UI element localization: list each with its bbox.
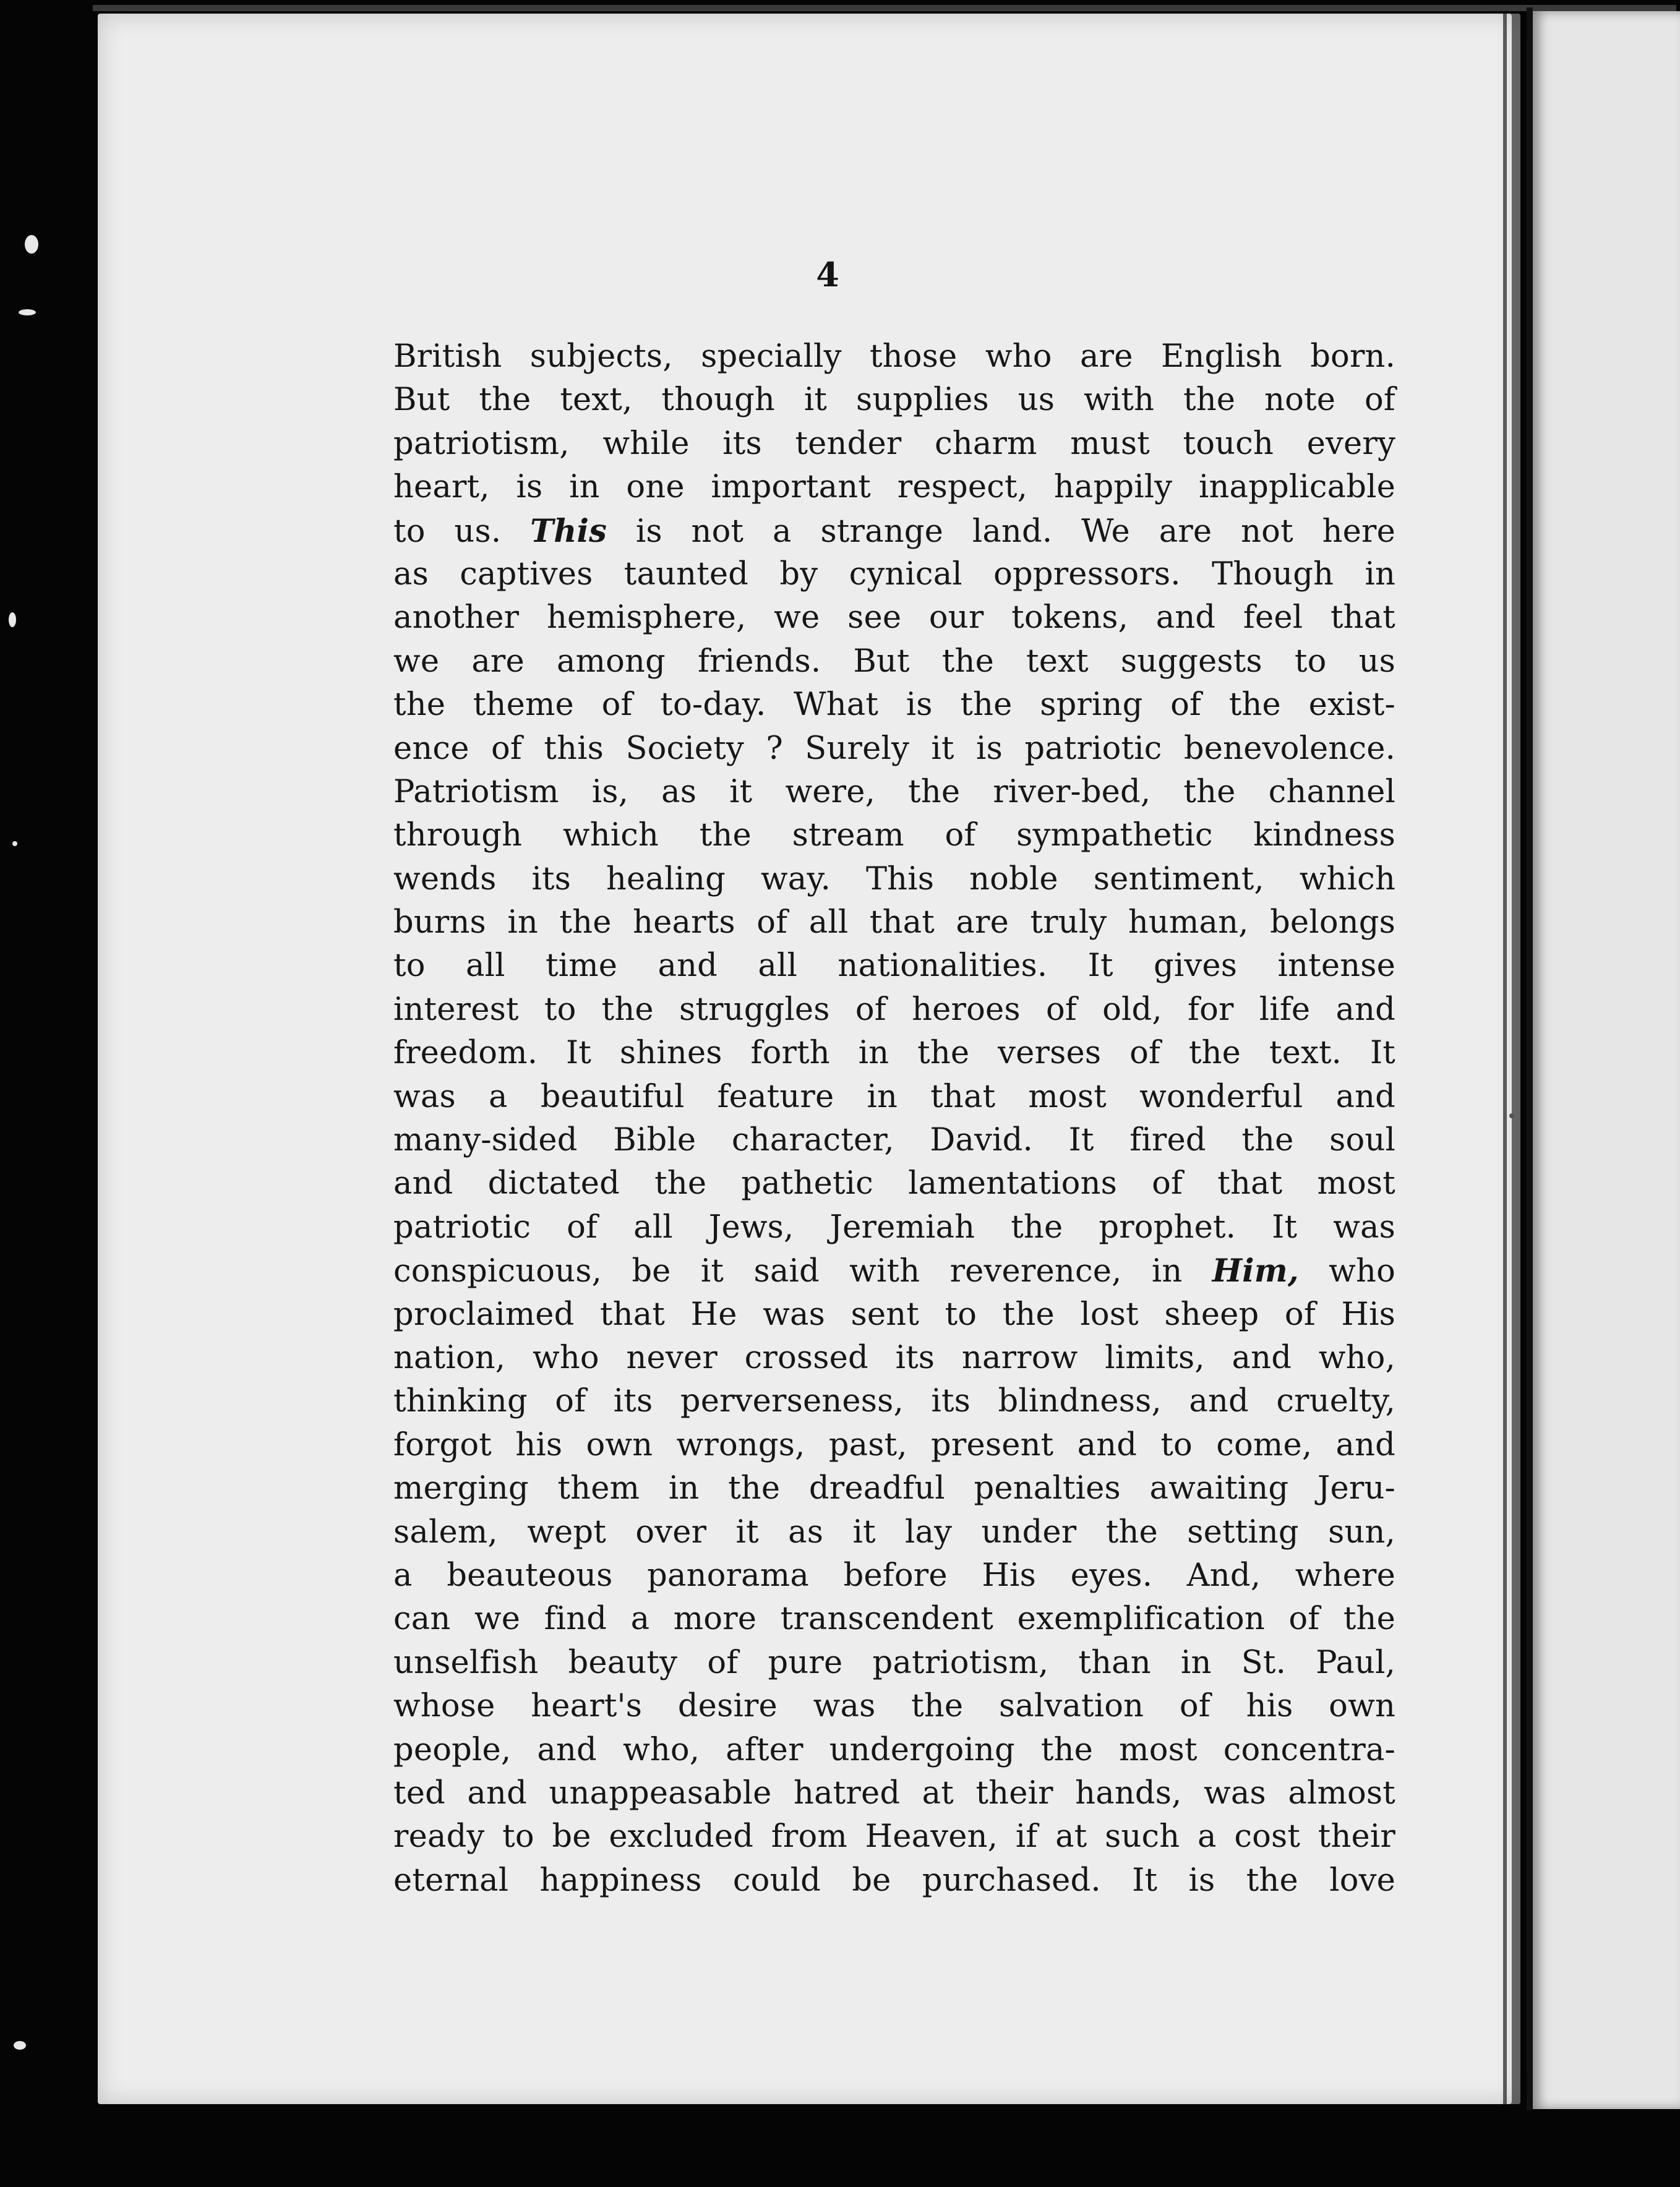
- text-line: ted and unappeasable hatred at their hands, was almost: [393, 1774, 1395, 1812]
- text-line: But the text, though it supplies us with the note of: [393, 382, 1395, 419]
- text-line: many-sided Bible character, David. It fired the soul: [393, 1122, 1395, 1159]
- text-line: merging them in the dreadful penalties awaiting Jeru-: [393, 1470, 1395, 1507]
- text-line: heart, is in one important respect, happily inapplicable: [393, 469, 1395, 506]
- scan-speck: [19, 309, 36, 315]
- emphasis: This: [530, 512, 607, 550]
- text-line: we are among friends. But the text suggests to us: [393, 643, 1395, 680]
- text-line: ready to be excluded from Heaven, if at such a cost their: [393, 1818, 1395, 1855]
- text-line: British subjects, specially those who are English born.: [393, 338, 1395, 375]
- book-gutter: [1527, 7, 1533, 2110]
- text-line: freedom. It shines forth in the verses of the text. It: [393, 1035, 1395, 1072]
- scan-top-edge: [93, 5, 1676, 11]
- text-line: conspicuous, be it said with reverence, in Him, who: [393, 1252, 1395, 1290]
- scan-speck: [12, 841, 17, 846]
- text-line: patriotism, while its tender charm must touch every: [393, 425, 1395, 462]
- text-line: nation, who never crossed its narrow limits, and who,: [393, 1339, 1395, 1376]
- text-line: as captives taunted by cynical oppressors. Though in: [393, 555, 1395, 593]
- text-line: and dictated the pathetic lamentations of that most: [393, 1165, 1395, 1202]
- text-line: can we find a more transcendent exemplification of the: [393, 1601, 1395, 1638]
- body-text: [393, 335, 1395, 1902]
- text-line: ence of this Society ? Surely it is patriotic benevolence.: [393, 730, 1395, 767]
- scan-speck: [1509, 1113, 1514, 1118]
- text-line: people, and who, after undergoing the most concentra-: [393, 1731, 1395, 1768]
- text-line: to all time and all nationalities. It gives intense: [393, 948, 1395, 985]
- text-line: salem, wept over it as it lay under the setting sun,: [393, 1513, 1395, 1551]
- text-line: wends its healing way. This noble sentiment, which: [393, 860, 1395, 897]
- text-line: interest to the struggles of heroes of old, for life and: [393, 991, 1395, 1028]
- scan-speck: [9, 612, 16, 627]
- text-line: thinking of its perverseness, its blindness, and cruelty,: [393, 1383, 1395, 1420]
- text-line: to us. This is not a strange land. We are not here: [393, 512, 1395, 550]
- emphasis: Him,: [1212, 1252, 1299, 1290]
- page-number: 4: [816, 255, 839, 294]
- document-page: [98, 14, 1520, 2104]
- facing-page-edge: [1532, 11, 1680, 2109]
- scan-speck: [25, 235, 38, 254]
- text-line: unselfish beauty of pure patriotism, than in St. Paul,: [393, 1644, 1395, 1681]
- text-line: Patriotism is, as it were, the river-bed, the channel: [393, 773, 1395, 810]
- text-line: eternal happiness could be purchased. It is the love: [393, 1862, 1395, 1899]
- text-line: a beauteous panorama before His eyes. And, where: [393, 1557, 1395, 1594]
- text-line: another hemisphere, we see our tokens, and feel that: [393, 599, 1395, 636]
- text-line: through which the stream of sympathetic kindness: [393, 817, 1395, 854]
- scan-speck: [14, 2041, 26, 2050]
- text-line: the theme of to-day. What is the spring of the exist-: [393, 687, 1395, 724]
- text-line: patriotic of all Jews, Jeremiah the prophet. It was: [393, 1209, 1395, 1246]
- text-line: was a beautiful feature in that most wonderful and: [393, 1078, 1395, 1115]
- text-line: proclaimed that He was sent to the lost sheep of His: [393, 1296, 1395, 1333]
- text-line: whose heart's desire was the salvation of his own: [393, 1688, 1395, 1725]
- text-line: burns in the hearts of all that are truly human, belongs: [393, 904, 1395, 941]
- text-line: forgot his own wrongs, past, present and to come, and: [393, 1426, 1395, 1463]
